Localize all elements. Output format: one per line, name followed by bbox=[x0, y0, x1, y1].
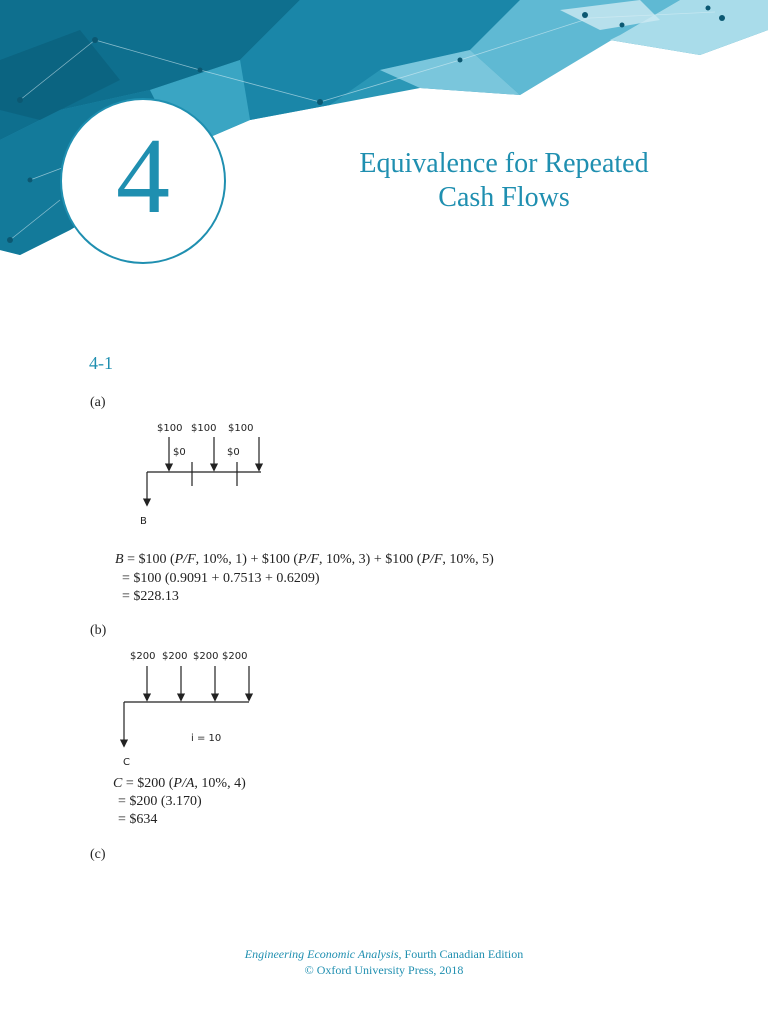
equation-factor: P/A bbox=[173, 776, 195, 791]
page-footer bbox=[0, 946, 768, 978]
part-b-label: (b) bbox=[90, 623, 107, 638]
cash-flow-label-a-2: $100 bbox=[191, 423, 217, 434]
cash-flow-diagram-a bbox=[140, 423, 261, 527]
equation-b-line-3: = $634 bbox=[118, 812, 158, 827]
equation-b-line-2: = $200 (3.170) bbox=[118, 794, 202, 809]
equation-text: , 10%, 5) bbox=[442, 552, 494, 567]
chapter-number: 4 bbox=[116, 117, 170, 236]
footer-book-title: Engineering Economic Analysis bbox=[244, 947, 399, 961]
equation-text: , 10%, 1) + $100 ( bbox=[195, 552, 299, 567]
zero-flow-label-a-1: $0 bbox=[173, 447, 186, 458]
part-c-label: (c) bbox=[90, 847, 106, 862]
footer-book-line bbox=[0, 946, 768, 962]
chapter-title-line-2: Cash Flows bbox=[438, 182, 570, 213]
equation-text: = $100 ( bbox=[123, 552, 175, 567]
section-heading: 4-1 bbox=[89, 353, 113, 373]
cash-flow-label-a-1: $100 bbox=[157, 423, 183, 434]
footer-edition: , Fourth Canadian Edition bbox=[398, 947, 524, 961]
equation-b-line-1 bbox=[113, 775, 246, 793]
cash-flow-label-a-3: $100 bbox=[228, 423, 254, 434]
chapter-title-line-1: Equivalence for Repeated bbox=[359, 148, 649, 179]
cash-flow-label-b-1: $200 bbox=[130, 651, 156, 662]
equation-factor: P/F bbox=[298, 552, 320, 567]
part-a-label: (a) bbox=[90, 395, 106, 410]
cash-flow-label-b-4: $200 bbox=[222, 651, 248, 662]
present-value-label-b: C bbox=[123, 757, 130, 768]
equation-a-line-3: = $228.13 bbox=[122, 589, 179, 604]
interest-rate-label-b: i = 10 bbox=[191, 733, 222, 744]
equation-a-line-1 bbox=[115, 551, 494, 569]
equation-a-line-2: = $100 (0.9091 + 0.7513 + 0.6209) bbox=[122, 571, 320, 586]
chapter-title bbox=[330, 147, 678, 215]
cash-flow-label-b-3: $200 bbox=[193, 651, 219, 662]
equation-text: , 10%, 4) bbox=[194, 776, 246, 791]
present-value-label-a: B bbox=[140, 516, 147, 527]
equation-text: = $200 ( bbox=[122, 776, 174, 791]
equation-variable: B bbox=[115, 552, 124, 567]
zero-flow-label-a-2: $0 bbox=[227, 447, 240, 458]
equation-text: , 10%, 3) + $100 ( bbox=[319, 552, 422, 567]
cash-flow-label-b-2: $200 bbox=[162, 651, 188, 662]
equation-variable: C bbox=[113, 776, 123, 791]
equation-factor: P/F bbox=[174, 552, 196, 567]
chapter-number-badge bbox=[60, 98, 226, 264]
footer-copyright: © Oxford University Press, 2018 bbox=[304, 963, 464, 977]
equation-factor: P/F bbox=[421, 552, 443, 567]
cash-flow-diagram-b bbox=[123, 651, 249, 768]
